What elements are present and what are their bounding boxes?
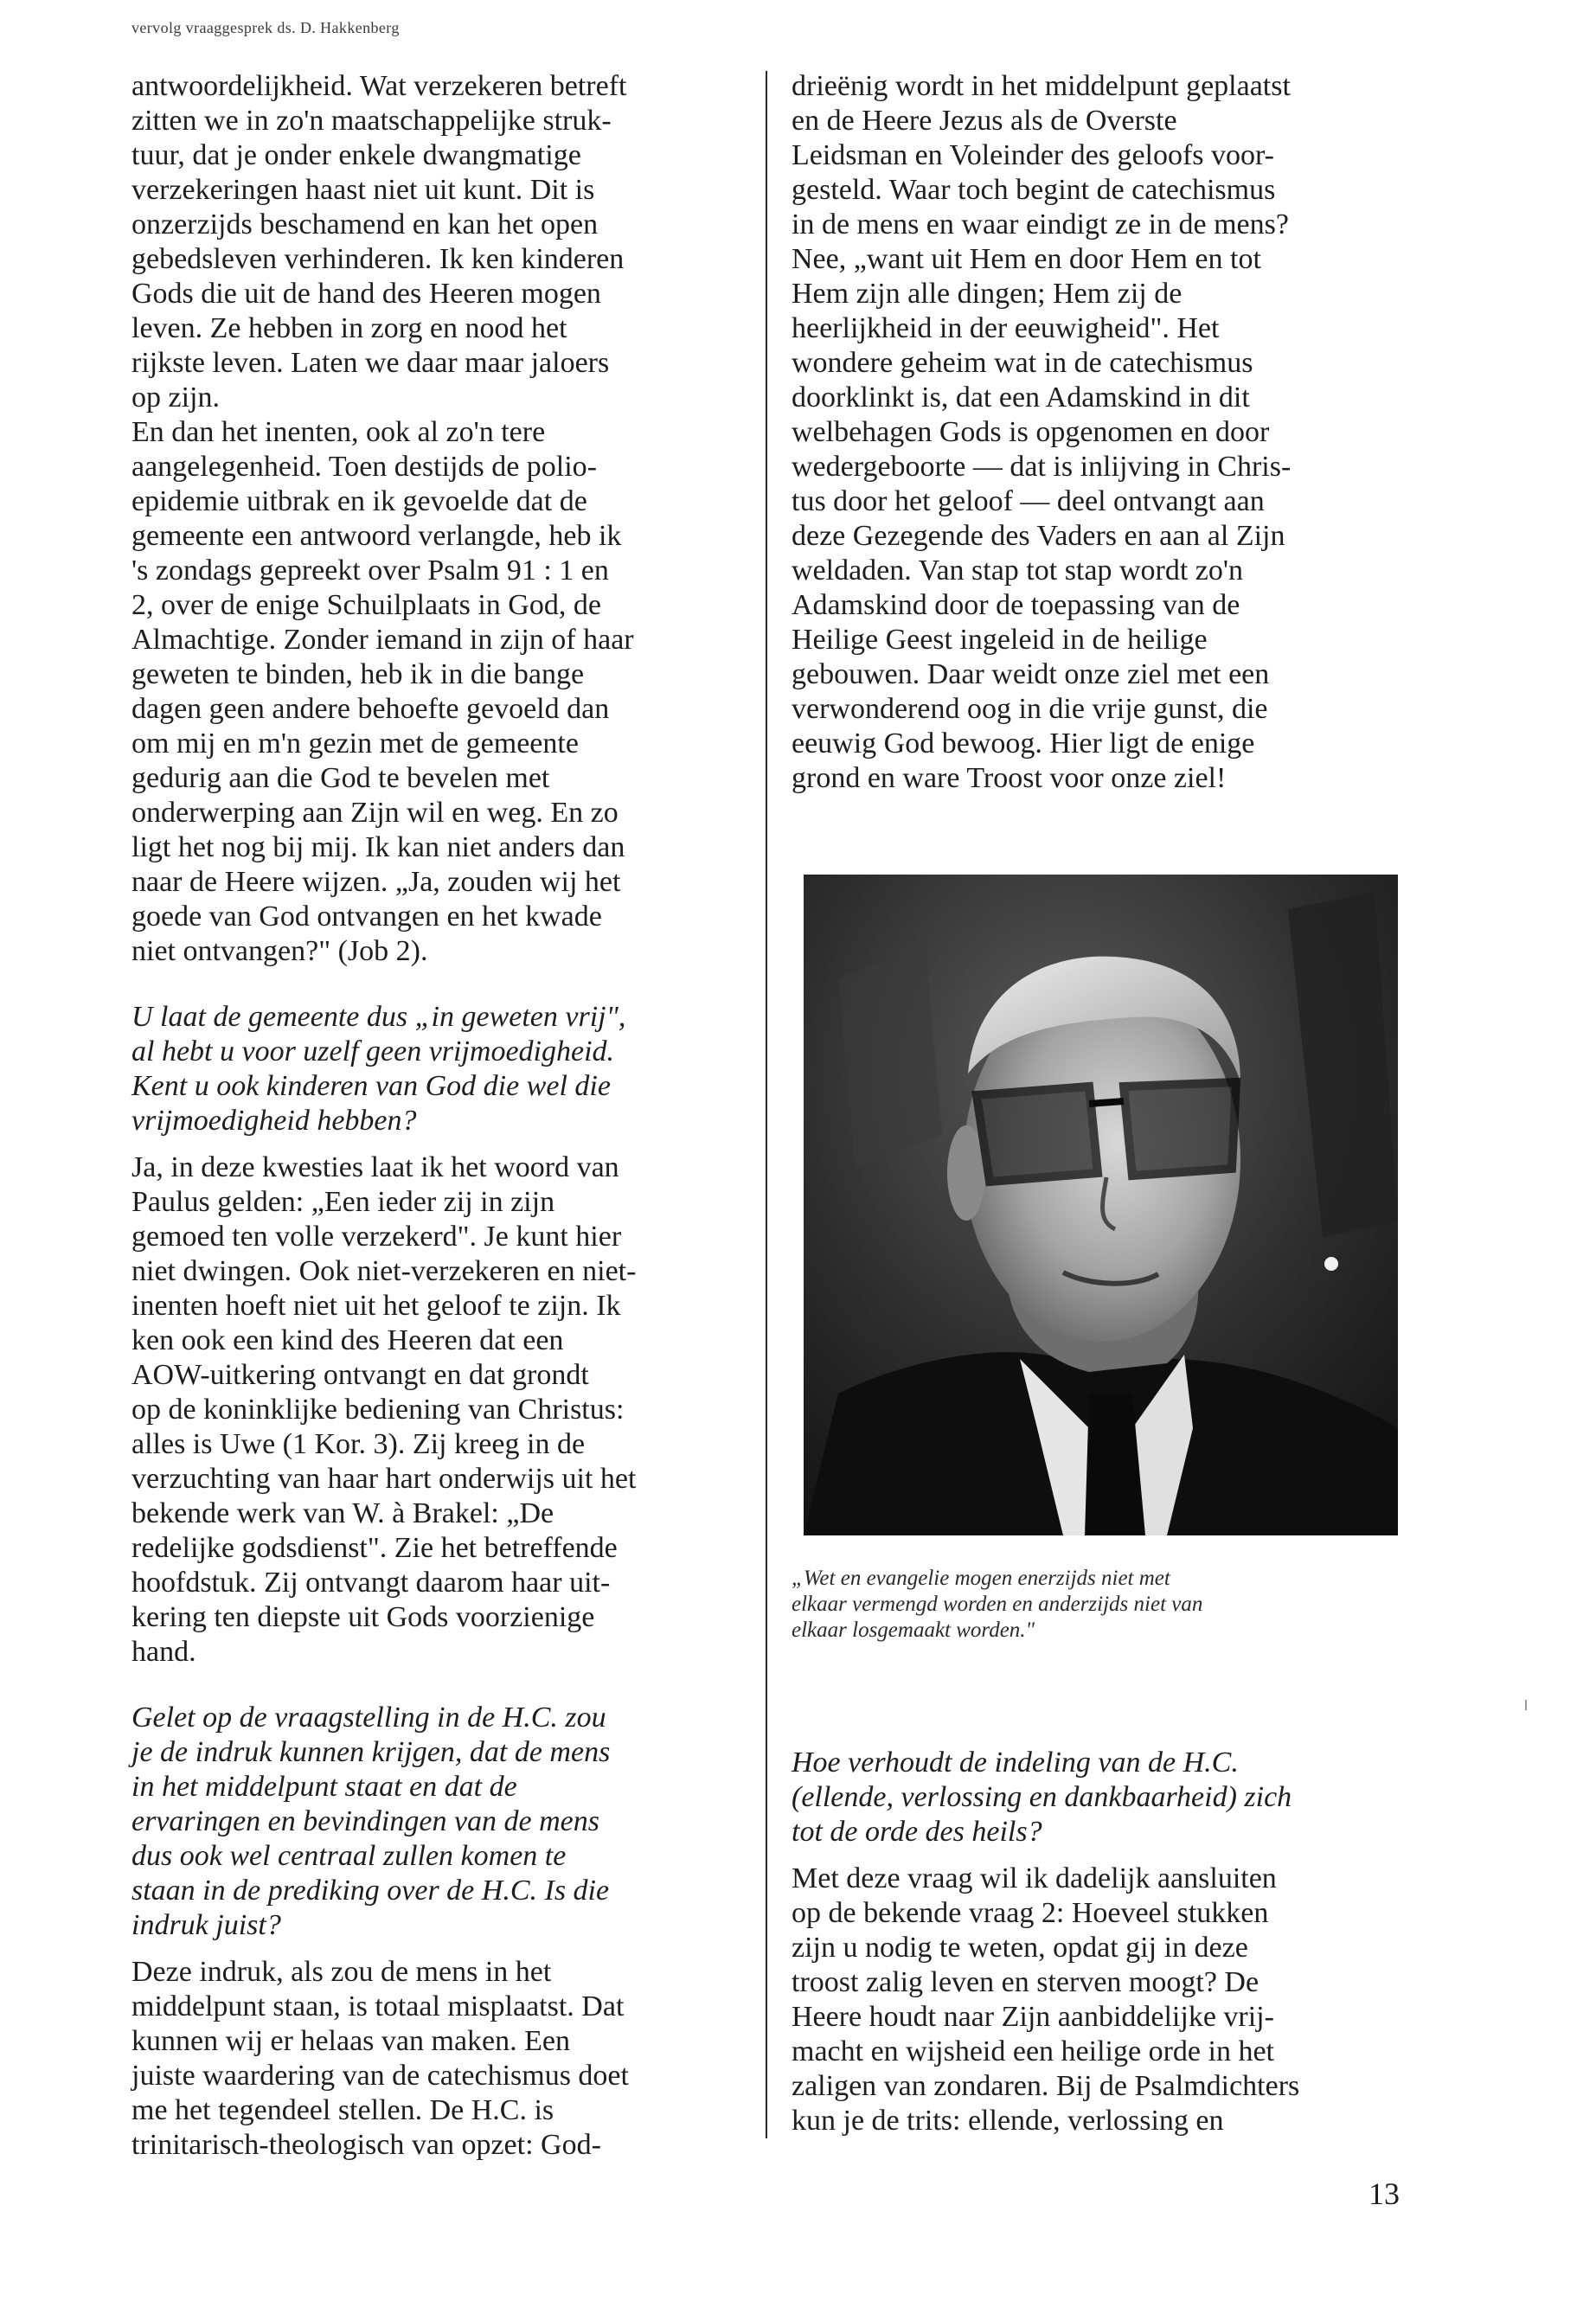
text-line: verzuchting van haar hart onderwijs uit het [131, 1463, 637, 1495]
text-line: gebouwen. Daar weidt onze ziel met een [792, 658, 1270, 690]
text-line: gesteld. Waar toch begint de catechismus [792, 174, 1276, 206]
spacer [131, 1138, 746, 1150]
text-line: Almachtige. Zonder iemand in zijn of haar [131, 624, 634, 656]
text-line: kun je de trits: ellende, verlossing en [792, 2105, 1224, 2137]
interview-answer [131, 1955, 746, 2163]
text-line: Heere houdt naar Zijn aanbiddelijke vrij- [792, 2001, 1274, 2033]
running-head: vervolg vraaggesprek ds. D. Hakkenberg [131, 19, 400, 36]
text-line: rijkste leven. Laten we daar maar jaloers [131, 347, 610, 379]
text-line: inenten hoeft niet uit het geloof te zijn. Ik [131, 1290, 621, 1322]
interview-question [792, 1746, 1414, 1849]
spacer [792, 1849, 1414, 1862]
text-line: gedurig aan die God te bevelen met [131, 762, 550, 794]
text-line: geweten te binden, heb ik in die bange [131, 658, 585, 690]
text-line: dagen geen andere behoefte gevoeld dan [131, 693, 610, 725]
caption-line: „Wet en evangelie mogen enerzijds niet met [792, 1567, 1170, 1590]
text-line: naar de Heere wijzen. „Ja, zouden wij het [131, 866, 621, 898]
page-number: 13 [1368, 2176, 1400, 2211]
text-line: vrijmoedigheid hebben? [131, 1105, 417, 1137]
text-line: in de mens en waar eindigt ze in de mens? [792, 208, 1289, 240]
text-line: Hoe verhoudt de indeling van de H.C. [792, 1747, 1239, 1779]
text-line: Ja, in deze kwesties laat ik het woord van [131, 1151, 619, 1183]
text-line: aangelegenheid. Toen destijds de polio- [131, 451, 598, 483]
text-line: Met deze vraag wil ik dadelijk aansluiten [792, 1862, 1277, 1894]
text-line: gemeente een antwoord verlangde, heb ik [131, 520, 622, 552]
text-line: tot de orde des heils? [792, 1816, 1042, 1848]
text-line: macht en wijsheid een heilige orde in het [792, 2035, 1274, 2067]
text-line: heerlijkheid in der eeuwigheid". Het [792, 312, 1220, 344]
text-line: hand. [131, 1636, 196, 1668]
text-line: en de Heere Jezus als de Overste [792, 105, 1177, 137]
text-line: wondere geheim wat in de catechismus [792, 347, 1253, 379]
text-line: En dan het inenten, ook al zo'n tere [131, 416, 546, 448]
text-line: Gelet op de vraagstelling in de H.C. zou [131, 1702, 606, 1734]
text-line: in het middelpunt staat en dat de [131, 1771, 517, 1803]
text-line: staan in de prediking over de H.C. Is die [131, 1875, 610, 1907]
photo-caption [792, 1566, 1414, 1644]
text-line: trinitarisch-theologisch van opzet: God- [131, 2129, 601, 2161]
text-line: verzekeringen haast niet uit kunt. Dit is [131, 174, 595, 206]
caption-line: elkaar vermengd worden en anderzijds niet van [792, 1593, 1203, 1616]
text-line: ken ook een kind des Heeren dat een [131, 1324, 564, 1356]
column-divider [766, 71, 767, 2138]
text-line: redelijke godsdienst". Zie het betreffende [131, 1532, 618, 1564]
text-line: me het tegendeel stellen. De H.C. is [131, 2094, 554, 2126]
text-line: ervaringen en bevindingen van de mens [131, 1805, 599, 1837]
interview-question [131, 1000, 746, 1138]
text-line: U laat de gemeente dus „in geweten vrij", [131, 1001, 626, 1033]
text-line: grond en ware Troost voor onze ziel! [792, 762, 1227, 794]
paragraph [131, 415, 746, 969]
spacer [131, 1670, 746, 1701]
paragraph [131, 69, 746, 415]
text-line: zijn u nodig te weten, opdat gij in deze [792, 1932, 1248, 1964]
text-line: AOW-uitkering ontvangt en dat grondt [131, 1359, 589, 1391]
text-line: niet ontvangen?" (Job 2). [131, 935, 428, 967]
text-line: Deze indruk, als zou de mens in het [131, 1956, 552, 1988]
portrait-photo-art [804, 875, 1398, 1535]
text-line: wedergeboorte — dat is inlijving in Chris- [792, 451, 1292, 483]
portrait-photo [804, 875, 1398, 1535]
text-line: weldaden. Van stap tot stap wordt zo'n [792, 554, 1244, 586]
interview-question [131, 1701, 746, 1943]
text-line: Heilige Geest ingeleid in de heilige [792, 624, 1208, 656]
text-line: middelpunt staan, is totaal misplaatst. Dat [131, 1990, 625, 2022]
text-line: om mij en m'n gezin met de gemeente [131, 727, 579, 760]
left-column [131, 69, 746, 2163]
text-line: onderwerping aan Zijn wil en weg. En zo [131, 797, 619, 829]
text-line: verwonderend oog in die vrije gunst, die [792, 693, 1268, 725]
text-line: bekende werk van W. à Brakel: „De [131, 1497, 554, 1529]
caption-line: elkaar losgemaakt worden." [792, 1618, 1035, 1642]
scan-mark [1525, 1700, 1527, 1710]
text-line: antwoordelijkheid. Wat verzekeren betreft [131, 70, 627, 102]
right-column [792, 69, 1414, 796]
text-line: drieënig wordt in het middelpunt geplaatst [792, 70, 1291, 102]
text-line: doorklinkt is, dat een Adamskind in dit [792, 381, 1250, 413]
text-line: Adamskind door de toepassing van de [792, 589, 1240, 621]
text-line: indruk juist? [131, 1909, 281, 1941]
text-line: (ellende, verlossing en dankbaarheid) zich [792, 1781, 1292, 1813]
text-line: gemoed ten volle verzekerd". Je kunt hier [131, 1221, 622, 1253]
text-line: op de koninklijke bediening van Christus: [131, 1394, 625, 1426]
text-line: dus ook wel centraal zullen komen te [131, 1840, 567, 1872]
text-line: juiste waardering van de catechismus doet [131, 2060, 629, 2092]
text-line: tuur, dat je onder enkele dwangmatige [131, 139, 581, 171]
text-line: op de bekende vraag 2: Hoeveel stukken [792, 1897, 1269, 1929]
paragraph [792, 69, 1414, 796]
text-line: gebedsleven verhinderen. Ik ken kinderen [131, 243, 625, 275]
spacer [131, 969, 746, 1000]
text-line: kering ten diepste uit Gods voorzienige [131, 1601, 595, 1633]
text-line: deze Gezegende des Vaders en aan al Zijn [792, 520, 1285, 552]
text-line: 's zondags gepreekt over Psalm 91 : 1 en [131, 554, 609, 586]
text-line: ligt het nog bij mij. Ik kan niet anders dan [131, 831, 625, 863]
text-line: Hem zijn alle dingen; Hem zij de [792, 278, 1183, 310]
text-line: zaligen van zondaren. Bij de Psalmdichters [792, 2070, 1300, 2102]
right-column-lower [792, 1746, 1414, 2138]
text-line: leven. Ze hebben in zorg en nood het [131, 312, 567, 344]
text-line: op zijn. [131, 381, 220, 413]
text-line: zitten we in zo'n maatschappelijke struk- [131, 105, 612, 137]
text-line: Paulus gelden: „Een ieder zij in zijn [131, 1186, 555, 1218]
text-line: onzerzijds beschamend en kan het open [131, 208, 599, 240]
text-line: epidemie uitbrak en ik gevoelde dat de [131, 485, 587, 517]
text-line: Nee, „want uit Hem en door Hem en tot [792, 243, 1261, 275]
text-line: al hebt u voor uzelf geen vrijmoedigheid. [131, 1035, 615, 1067]
text-line: tus door het geloof — deel ontvangt aan [792, 485, 1265, 517]
interview-answer [792, 1862, 1414, 2138]
text-line: je de indruk kunnen krijgen, dat de mens [131, 1736, 611, 1768]
text-line: hoofdstuk. Zij ontvangt daarom haar uit- [131, 1567, 611, 1599]
text-line: Kent u ook kinderen van God die wel die [131, 1070, 611, 1102]
text-line: Leidsman en Voleinder des geloofs voor- [792, 139, 1274, 171]
spacer [131, 1943, 746, 1955]
text-line: goede van God ontvangen en het kwade [131, 901, 602, 933]
text-line: 2, over de enige Schuilplaats in God, de [131, 589, 601, 621]
text-line: niet dwingen. Ook niet-verzekeren en niet- [131, 1255, 637, 1287]
text-line: troost zalig leven en sterven moogt? De [792, 1966, 1259, 1998]
text-line: welbehagen Gods is opgenomen en door [792, 416, 1270, 448]
text-line: alles is Uwe (1 Kor. 3). Zij kreeg in de [131, 1428, 586, 1460]
text-line: kunnen wij er helaas van maken. Een [131, 2025, 570, 2057]
text-line: Gods die uit de hand des Heeren mogen [131, 278, 601, 310]
interview-answer [131, 1150, 746, 1670]
text-line: eeuwig God bewoog. Hier ligt de enige [792, 727, 1255, 760]
